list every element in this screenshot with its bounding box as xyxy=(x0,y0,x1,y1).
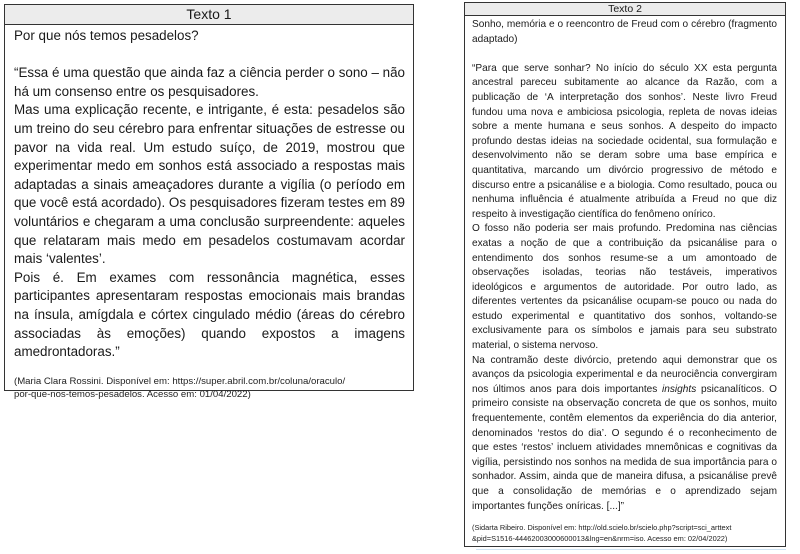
texto-2-content xyxy=(465,16,785,544)
texto-2-italic-term: insights xyxy=(662,383,697,395)
divider-line xyxy=(476,549,786,550)
texto-1-content xyxy=(5,25,413,402)
texto-2-reference-line: (Sidarta Ribeiro. Disponível em: http://old.scielo.br/scielo.php?script=sci_arttext xyxy=(472,523,732,533)
texto-1-paragraph: Mas uma explicação recente, e intrigante, é esta: pesadelos são um treino do seu cérebro para enfrentar situações de estresse ou pavor na vida real. Um estudo suíço, de 2019, mostrou que experimentar medo em sonhos está associado a respostas mais adaptadas a sinais ameaçadores durante a vigília (o período em que você está acordado). Os pesquisadores fizeram testes em 89 voluntários e chegaram a uma conclusão surpreendente: aqueles que relataram mais medo em pesadelos costumavam acordar mais ‘valentes’. xyxy=(14,102,405,267)
texto-1-paragraph: Pois é. Em exames com ressonância magnética, esses participantes apresentaram respostas emocionais mais brandas na ínsula, amígdala e córtex cingulado médio (áreas do cérebro associadas às emoções) quando expostos a imagens amedrontadoras.” xyxy=(14,269,405,360)
texto-2-reference xyxy=(472,523,777,544)
texto-2-reference-line: &pid=S1516-44462003000600013&lng=en&nrm=iso. Acesso em: 02/04/2022) xyxy=(472,533,728,543)
texto-2-paragraph xyxy=(472,354,777,515)
texto-1-box xyxy=(4,4,414,401)
texto-2-title: Sonho, memória e o reencontro de Freud com o cérebro (fragmento adaptado) xyxy=(472,19,777,45)
texto-1-reference-line: por-que-nos-temos-pesadelos. Acesso em: 01/04/2022) xyxy=(14,389,251,401)
texto-1-paragraph: “Essa é uma questão que ainda faz a ciência perder o sono – não há um consenso entre os pesquisadores. xyxy=(14,65,405,99)
texto-2-p3-text: Na contramão deste divórcio, pretendo aqui demonstrar que os avanços da psicologia experimental e da neurociência convergiram nos últimos anos para dois importantes xyxy=(472,354,777,395)
texto-2-paragraph: O fosso não poderia ser mais profundo. Predomina nas ciências exatas a noção de que a contribuição da psicanálise para o entendimento dos sonhos resume-se a um amontoado de observações isoladas, teorias não testáveis, imperativos ideológicos e argumentos de autoridade. Por outro lado, as diferentes vertentes da psicanálise ocupam-se pouco ou nada do estudo experimental e quantitativo dos sonhos, voltando-se exclusivamente para os símbolos e jamais para seu substrato material, o sistema nervoso. xyxy=(472,223,777,352)
texto-1-reference xyxy=(14,375,405,402)
texto-2-p3-text: psicanalíticos. O primeiro consiste na observação concreta de que os sonhos, muito frequentemente, contêm elementos da experiência do dia anterior, denominados ‘restos do dia’. O segundo é o reconhecimento de que estes ‘restos’ incluem atividades mnemônicas e cognitivas da vigília, persistindo nos sonhos na medida de sua importância para o sonhador. Assim, ainda que de maneira difusa, a psicanálise prevê que a consolidação de memórias e o aprendizado sejam importantes funções oníricas. [...]” xyxy=(472,383,777,512)
texto-2-paragraph: “Para que serve sonhar? No início do século XX esta pergunta ancestral pareceu subitamente ao alcance da Razão, com a publicação de ‘A interpretação dos sonhos’. Neste livro Freud fundou uma nova e ambiciosa psicologia, repleta de novas ideias sobre a mente humana e seus sonhos. A despeito do impacto profundo destas ideias na sociedade ocidental, sua formulação e desenvolvimento não se deram sobre uma base empírica e quantitativa, marcando um divórcio progressivo de método e discurso entre a psicanálise e a biologia. Como resultado, pouca ou nenhuma influência é atualmente atribuída a Freud no que diz respeito à investigação científica do fenômeno onírico. xyxy=(472,62,777,220)
texto-2-box xyxy=(464,2,786,547)
texto-1-title: Por que nós temos pesadelos? xyxy=(14,28,199,43)
texto-2-header: Texto 2 xyxy=(465,3,785,16)
texto-1-header: Texto 1 xyxy=(5,5,413,25)
texto-1-reference-line: (Maria Clara Rossini. Disponível em: https://super.abril.com.br/coluna/oraculo/ xyxy=(14,375,346,387)
